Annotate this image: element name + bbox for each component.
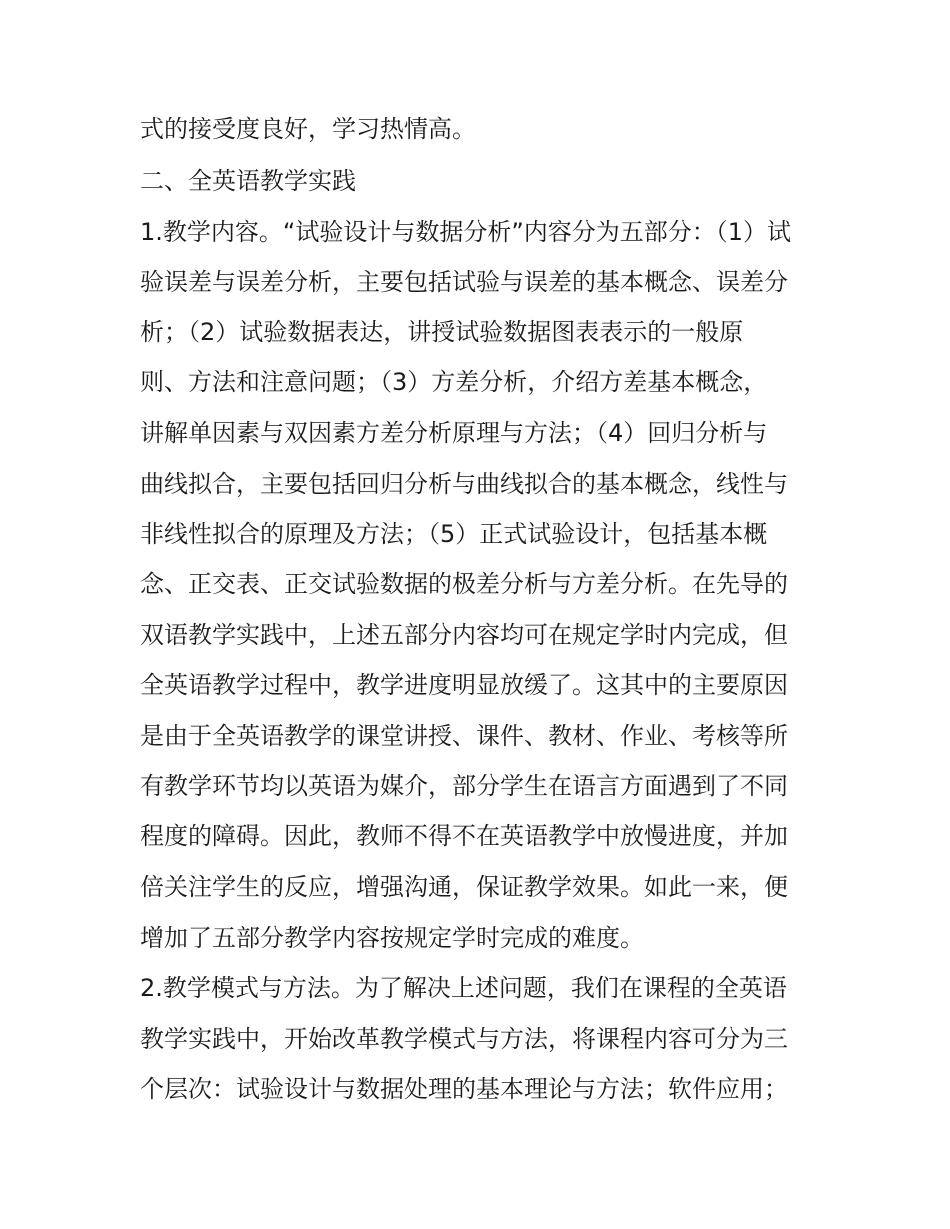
text-line: 验误差与误差分析，主要包括试验与误差的基本概念、误差分 <box>140 268 788 296</box>
text-line: 程度的障碍。因此，教师不得不在英语教学中放慢进度，并加 <box>140 822 788 850</box>
text-line: 析；（2）试验数据表达，讲授试验数据图表表示的一般原 <box>140 318 744 346</box>
text-line: 个层次：试验设计与数据处理的基本理论与方法；软件应用； <box>140 1075 788 1103</box>
text-line: 全英语教学过程中，教学进度明显放缓了。这其中的主要原因 <box>140 671 788 699</box>
text-line: 讲解单因素与双因素方差分析原理与方法；（4）回归分析与 <box>140 419 768 447</box>
section-heading: 二、全英语教学实践 <box>140 167 356 195</box>
text-line: 1.教学内容。“试验设计与数据分析”内容分为五部分：（1）试 <box>140 218 792 246</box>
text-line: 式的接受度良好，学习热情高。 <box>140 115 476 143</box>
text-line: 则、方法和注意问题；（3）方差分析，介绍方差基本概念， <box>140 368 768 396</box>
text-line: 倍关注学生的反应，增强沟通，保证教学效果。如此一来，便 <box>140 873 788 901</box>
text-line: 增加了五部分教学内容按规定学时完成的难度。 <box>140 924 644 952</box>
text-line: 是由于全英语教学的课堂讲授、课件、教材、作业、考核等所 <box>140 722 788 750</box>
text-line: 曲线拟合，主要包括回归分析与曲线拟合的基本概念，线性与 <box>140 470 788 498</box>
text-line: 2.教学模式与方法。为了解决上述问题，我们在课程的全英语 <box>140 974 787 1002</box>
text-line: 念、正交表、正交试验数据的极差分析与方差分析。在先导的 <box>140 570 788 598</box>
text-line: 双语教学实践中，上述五部分内容均可在规定学时内完成，但 <box>140 621 788 649</box>
text-line: 有教学环节均以英语为媒介，部分学生在语言方面遇到了不同 <box>140 772 788 800</box>
text-line: 教学实践中，开始改革教学模式与方法，将课程内容可分为三 <box>140 1025 788 1053</box>
text-line: 非线性拟合的原理及方法；（5）正式试验设计，包括基本概 <box>140 520 768 548</box>
